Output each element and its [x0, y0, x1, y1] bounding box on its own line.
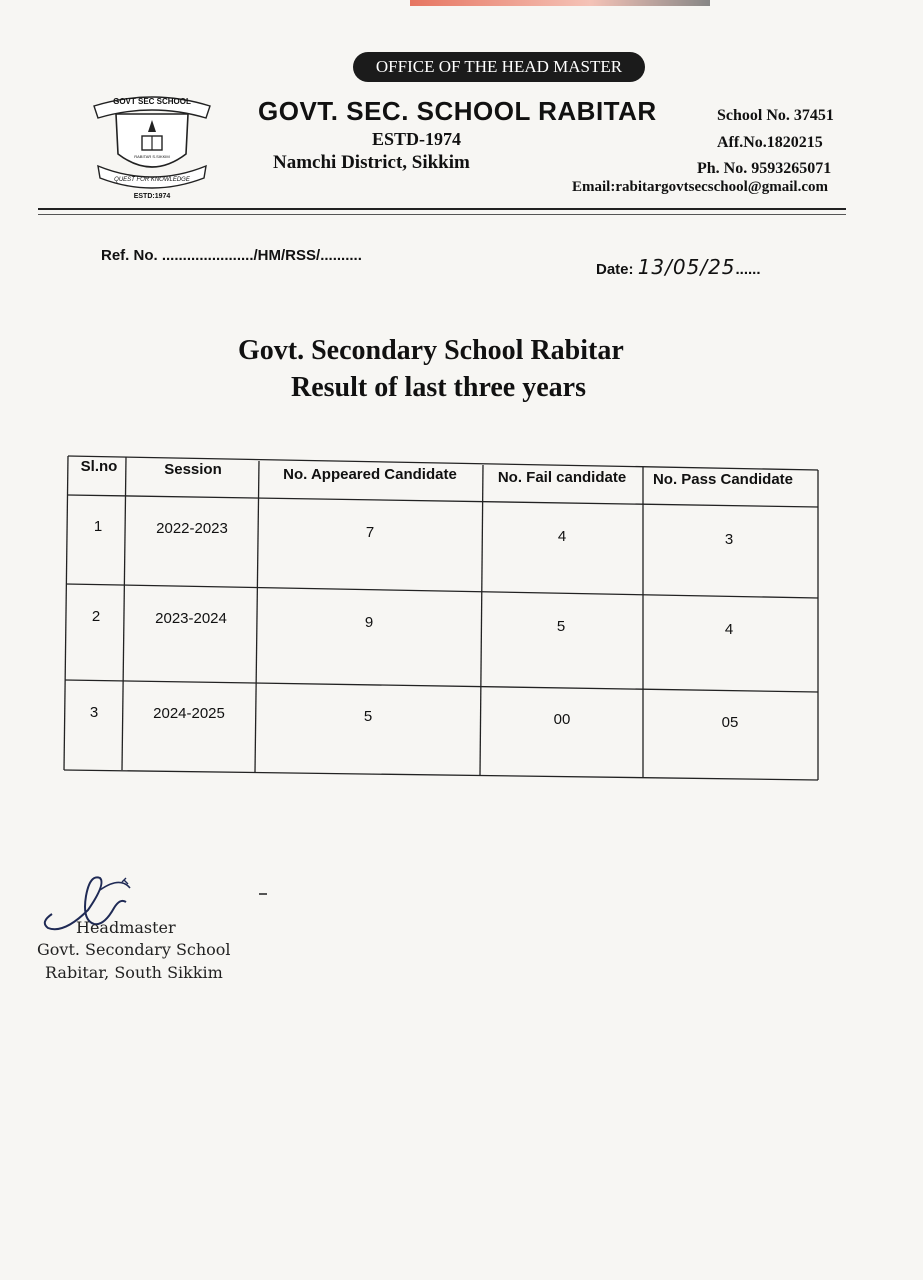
phone-number: Ph. No. 9593265071 [697, 160, 832, 177]
school-name: GOVT. SEC. SCHOOL RABITAR [258, 96, 657, 126]
table-cell: 4 [724, 621, 734, 638]
table-col-line [255, 461, 259, 772]
document-title: Govt. Secondary School Rabitar [238, 335, 624, 366]
table-header: No. Appeared Candidate [283, 466, 457, 483]
estd-label: ESTD-1974 [372, 129, 462, 149]
date-label: Date: [596, 261, 638, 278]
email-address: Email:rabitargovtsecschool@gmail.com [572, 179, 828, 195]
logo-estd: ESTD:1974 [133, 193, 171, 200]
table-cell: 9 [364, 614, 374, 631]
table-col-line [122, 457, 126, 770]
table-header-line [68, 495, 818, 507]
signatory-title: Headmaster [76, 918, 176, 937]
table-header: Sl.no [80, 458, 118, 475]
logo-crest-text: RABITAR S.SIKKIM [134, 154, 170, 159]
document-subtitle: Result of last three years [291, 372, 586, 403]
table-cell: 2023-2024 [155, 610, 227, 627]
logo-motto: QUEST FOR KNOWLEDGE [114, 177, 190, 183]
reference-number: Ref. No. ....................../HM/RSS/.......... [101, 247, 362, 264]
affiliation-number: Aff.No.1820215 [717, 134, 823, 151]
signatory-location: Rabitar, South Sikkim [45, 963, 223, 982]
table-cell: 5 [363, 708, 373, 725]
school-number: School No. 37451 [717, 107, 834, 124]
signatory-school: Govt. Secondary School [37, 940, 231, 959]
header-divider-thin [38, 214, 846, 215]
date-dots: ...... [735, 261, 761, 278]
table-col-line [480, 465, 483, 775]
district-label: Namchi District, Sikkim [273, 152, 470, 173]
table-cell: 3 [724, 531, 734, 548]
table-cell: 7 [365, 524, 375, 541]
table-cell: 2022-2023 [156, 520, 228, 537]
table-border-left [64, 456, 68, 770]
table-header: No. Pass Candidate [652, 471, 794, 488]
date-field [596, 255, 761, 279]
table-cell: 1 [93, 518, 103, 535]
table-cell: 5 [556, 618, 566, 635]
table-header: Session [164, 461, 222, 478]
office-label: OFFICE OF THE HEAD MASTER [353, 52, 645, 82]
table-cell: 05 [721, 714, 739, 731]
table-header: No. Fail candidate [497, 469, 627, 486]
header-divider [38, 208, 846, 210]
stray-mark [259, 893, 267, 895]
table-cell: 2 [91, 608, 101, 625]
logo-top-text: GOVT SEC SCHOOL [113, 97, 191, 106]
table-row-line [65, 680, 818, 692]
table-border-bottom [64, 770, 818, 780]
table-cell: 4 [557, 528, 567, 545]
table-cell: 3 [89, 704, 99, 721]
date-value: 13/05/25 [637, 255, 736, 279]
school-logo [82, 84, 222, 204]
table-cell: 00 [553, 711, 571, 728]
table-cell: 2024-2025 [153, 705, 225, 722]
top-color-strip [410, 0, 710, 6]
table-row-line [66, 584, 818, 598]
